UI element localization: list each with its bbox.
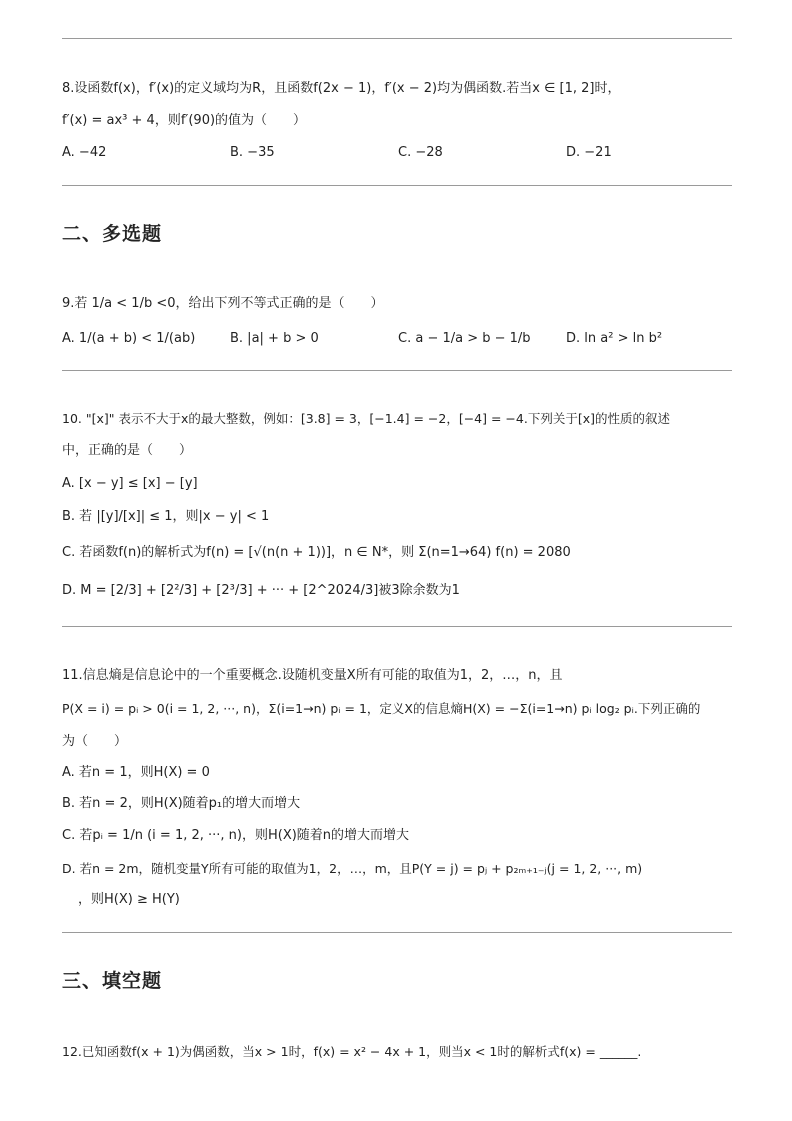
q8-option-b: B. −35 <box>230 145 275 160</box>
q8-option-a: A. −42 <box>62 145 107 160</box>
q11-option-d-line1: D. 若n = 2m，随机变量Y所有可能的取值为1，2，…，m，且P(Y = j) = pⱼ + p₂ₘ₊₁₋ⱼ(j = 1, 2, ···, m) <box>62 861 643 876</box>
q8-line1: 8.设函数f(x)，f′(x)的定义域均为R，且函数f(2x − 1)，f′(x − 2)均为偶函数.若当x ∈ [1, 2]时， <box>62 81 621 96</box>
q10-option-b: B. 若 |[y]/[x]| ≤ 1，则|x − y| < 1 <box>62 509 270 524</box>
q11-line1: 11.信息熵是信息论中的一个重要概念.设随机变量X所有可能的取值为1，2，…，n，且 <box>62 668 563 683</box>
divider <box>62 185 732 186</box>
q11-option-b: B. 若n = 2，则H(X)随着p₁的增大而增大 <box>62 796 301 811</box>
q10-option-a: A. [x − y] ≤ [x] − [y] <box>62 476 198 491</box>
q8-line2: f′(x) = ax³ + 4，则f′(90)的值为（ ） <box>62 113 307 128</box>
q11-option-d-line2: ，则H(X) ≥ H(Y) <box>78 892 180 907</box>
q10-option-d: D. M = [2/3] + [2²/3] + [2³/3] + ··· + [2^2024/3]被3除余数为1 <box>62 583 460 598</box>
q9-option-a: A. 1/(a + b) < 1/(ab) <box>62 331 196 346</box>
divider <box>62 370 732 371</box>
q8-option-c: C. −28 <box>398 145 443 160</box>
q10-line1: 10. "[x]" 表示不大于x的最大整数，例如：[3.8] = 3，[−1.4] = −2，[−4] = −4.下列关于[x]的性质的叙述 <box>62 411 670 426</box>
q12-line1: 12.已知函数f(x + 1)为偶函数，当x > 1时，f(x) = x² − 4x + 1，则当x < 1时的解析式f(x) = ______. <box>62 1044 642 1059</box>
q9-option-d: D. ln a² > ln b² <box>566 331 663 346</box>
q11-option-a: A. 若n = 1，则H(X) = 0 <box>62 765 210 780</box>
q11-line2: P(X = i) = pᵢ > 0(i = 1, 2, ···, n)，Σ(i=1→n) pᵢ = 1，定义X的信息熵H(X) = −Σ(i=1→n) pᵢ log₂ pᵢ.下列正确的 <box>62 701 701 716</box>
q8-option-d: D. −21 <box>566 145 612 160</box>
section-title-fill-in: 三、填空题 <box>62 970 163 992</box>
divider <box>62 38 732 39</box>
q9-option-c: C. a − 1/a > b − 1/b <box>398 331 531 346</box>
section-title-multi-choice: 二、多选题 <box>62 223 163 245</box>
q11-line3: 为（ ） <box>62 734 128 749</box>
q10-line2: 中，正确的是（ ） <box>62 443 193 458</box>
q9-option-b: B. |a| + b > 0 <box>230 331 319 346</box>
divider <box>62 626 732 627</box>
divider <box>62 932 732 933</box>
q9-stem: 9.若 1/a < 1/b <0，给出下列不等式正确的是（ ） <box>62 296 384 311</box>
q10-option-c: C. 若函数f(n)的解析式为f(n) = [√(n(n + 1))]，n ∈ N*，则 Σ(n=1→64) f(n) = 2080 <box>62 545 571 560</box>
q11-option-c: C. 若pᵢ = 1/n (i = 1, 2, ···, n)，则H(X)随着n的增大而增大 <box>62 828 410 843</box>
